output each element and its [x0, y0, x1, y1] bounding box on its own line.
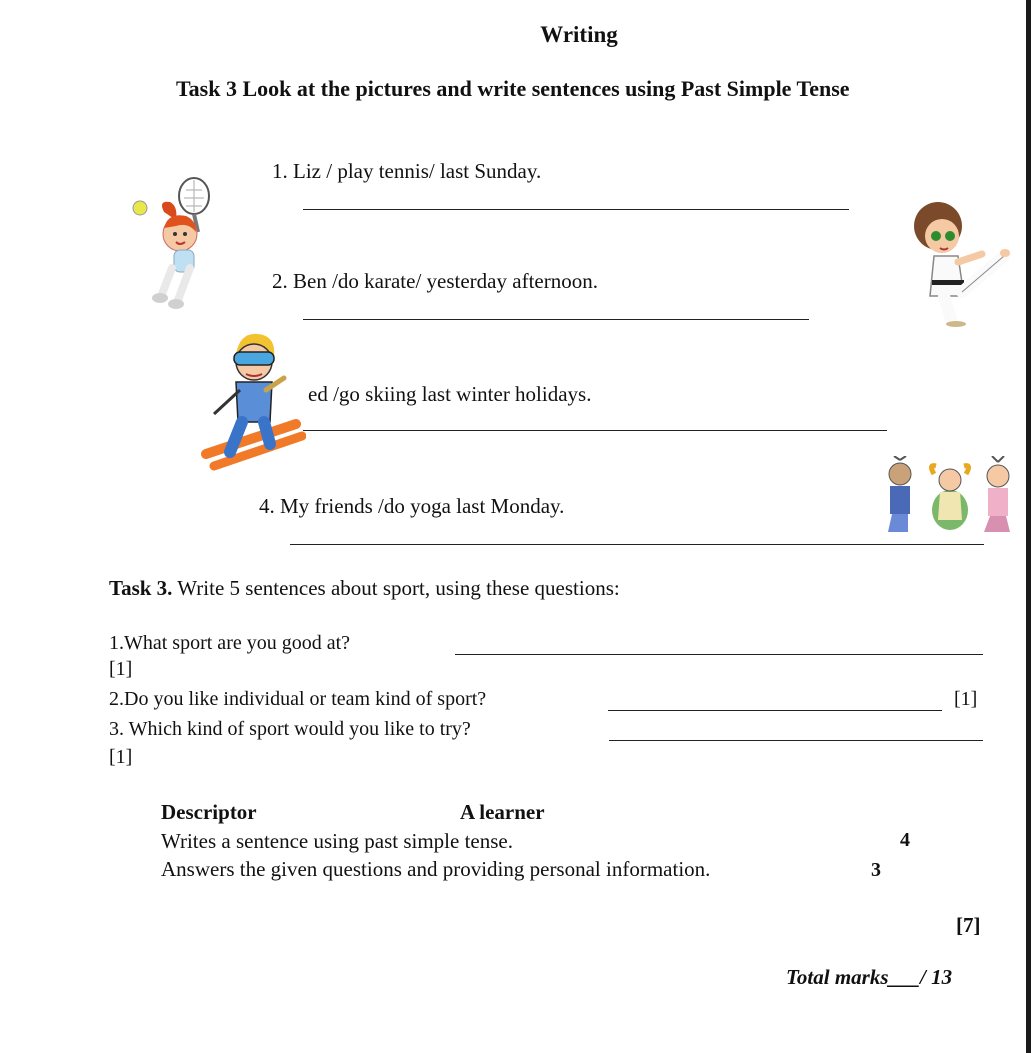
- boy-skiing-icon: [200, 328, 306, 474]
- descriptor-header: Descriptor: [161, 800, 257, 824]
- question-2: 2.Do you like individual or team kind of sport?: [109, 688, 487, 710]
- boy-doing-karate-icon: [908, 196, 1014, 328]
- page-right-border: [1026, 0, 1031, 1053]
- task3-questions-heading: Task 3. Write 5 sentences about sport, using these questions:: [109, 576, 620, 600]
- question-1: 1.What sport are you good at?: [109, 632, 351, 654]
- answer-line-1: [303, 209, 849, 210]
- task3-heading: Task 3 Look at the pictures and write sentences using Past Simple Tense: [176, 76, 850, 101]
- answer-line-4: [290, 544, 984, 545]
- question-1-answer-line: [455, 654, 983, 655]
- children-doing-yoga-icon: [880, 456, 1014, 536]
- girl-playing-tennis-icon: [128, 176, 228, 312]
- question-3-answer-line: [609, 740, 983, 741]
- descriptor-row-1: Writes a sentence using past simple tense.: [161, 829, 513, 853]
- picture-item-2: 2. Ben /do karate/ yesterday afternoon.: [272, 269, 598, 293]
- question-2-mark: [1]: [954, 688, 978, 710]
- descriptor-row-2: Answers the given questions and providing personal information.: [161, 857, 711, 881]
- answer-line-2: [303, 319, 809, 320]
- learner-header: A learner: [460, 800, 545, 824]
- answer-line-3: [303, 430, 887, 431]
- picture-item-1: 1. Liz / play tennis/ last Sunday.: [272, 159, 542, 183]
- total-bracket: [7]: [956, 913, 981, 937]
- descriptor-row-2-score: 3: [871, 859, 881, 881]
- page-title: Writing: [540, 22, 618, 47]
- question-3-mark: [1]: [109, 746, 133, 768]
- picture-item-3: ed /go skiing last winter holidays.: [308, 382, 592, 406]
- question-1-mark: [1]: [109, 658, 133, 680]
- question-3: 3. Which kind of sport would you like to try?: [109, 718, 471, 740]
- question-2-answer-line: [608, 710, 942, 711]
- picture-item-4: 4. My friends /do yoga last Monday.: [259, 494, 565, 518]
- total-marks: Total marks___/ 13: [786, 965, 953, 989]
- descriptor-row-1-score: 4: [900, 829, 910, 851]
